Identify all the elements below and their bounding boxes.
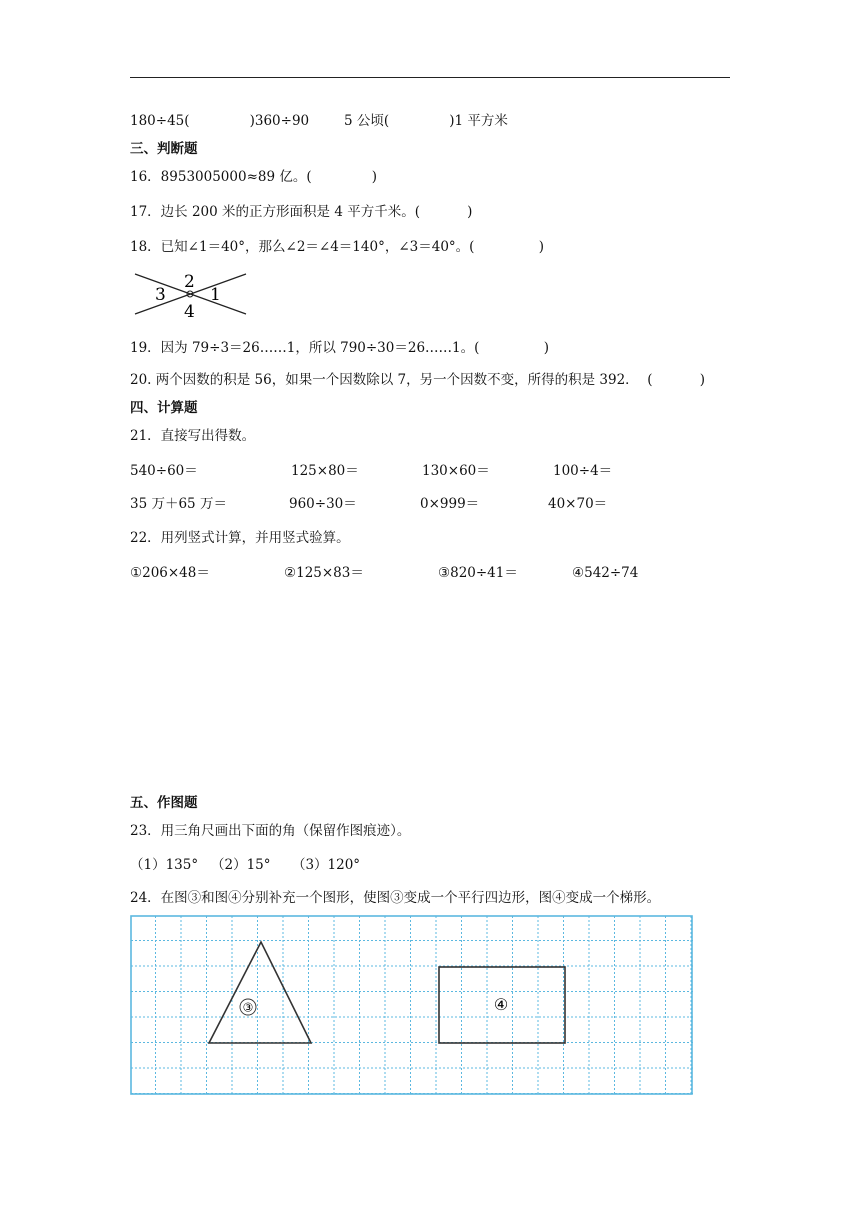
q22-item: ②125×83＝ [284,565,364,581]
q21-item: 40×70＝ [548,496,608,512]
rectangle-label: ④ [493,995,509,1014]
q21-item: 125×80＝ [291,463,359,479]
q21-item: 960÷30＝ [289,496,357,512]
triangle-label: ③ [242,1000,254,1015]
q21-item: 100÷4＝ [553,463,613,479]
question-17: 17．边长 200 米的正方形面积是 4 平方千米。( ) [130,204,473,220]
q21-item: 130×60＝ [422,463,490,479]
question-19: 19．因为 79÷3＝26……1，所以 790÷30＝26……1。( ) [130,340,550,356]
question-24: 24．在图③和图④分别补充一个图形，使图③变成一个平行四边形，图④变成一个梯形。 [130,890,661,906]
compare-item-2: 5 公顷( )1 平方米 [344,113,508,129]
grid-border [131,916,692,1094]
q22-item: ①206×48＝ [130,565,210,581]
angle-label-1: 1 [210,285,221,305]
angle-label-2: 2 [184,272,195,292]
triangle-shape-3 [209,942,311,1043]
q21-item: 540÷60＝ [130,463,198,479]
angle-figure [130,270,255,320]
q21-item: 35 万＋65 万＝ [130,496,227,512]
drawing-grid [130,915,694,1096]
question-23-items: （1）135° （2）15° （3）120° [130,857,361,873]
question-23: 23．用三角尺画出下面的角（保留作图痕迹）。 [130,823,411,839]
q22-item: ③820÷41＝ [438,565,518,581]
question-21: 21．直接写出得数。 [130,428,256,444]
q21-item: 0×999＝ [420,496,480,512]
question-16: 16．8953005000≈89 亿。( ) [130,169,377,185]
question-22: 22．用列竖式计算，并用竖式验算。 [130,530,350,546]
question-18: 18．已知∠1＝40°，那么∠2＝∠4＝140°，∠3＝40°。( ) [130,239,545,255]
angle-label-4: 4 [184,302,195,320]
compare-item-1: 180÷45( )360÷90 [130,113,310,129]
section-heading-drawing: 五、作图题 [130,795,198,811]
section-heading-judgment: 三、判断题 [130,141,198,157]
grid-lines [131,916,693,1095]
header-rule [130,77,730,78]
q22-item: ④542÷74 [572,565,639,581]
question-20: 20. 两个因数的积是 56，如果一个因数除以 7，另一个因数不变，所得的积是 392． ( ) [130,372,705,388]
section-heading-calculation: 四、计算题 [130,400,198,416]
angle-label-3: 3 [155,285,166,305]
